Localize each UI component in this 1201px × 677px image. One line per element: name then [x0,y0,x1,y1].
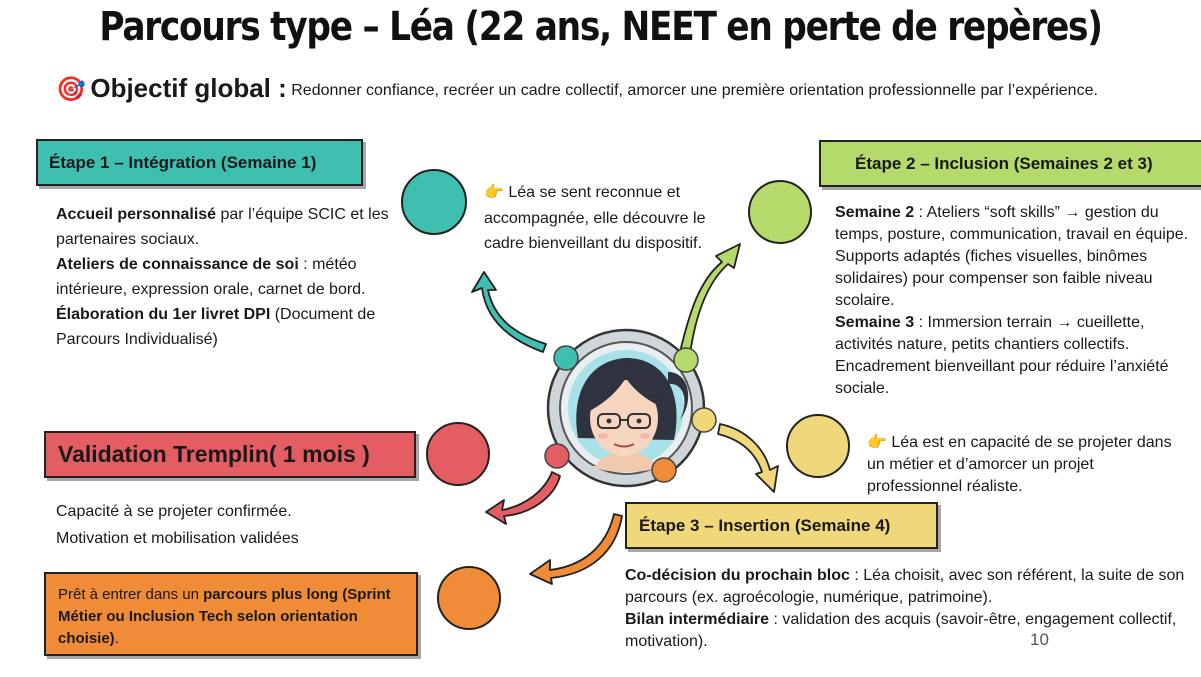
stage3-box [625,502,938,549]
page-number: 10 [1030,630,1049,649]
stage2-framing: Encadrement bienveillant pour réduire l’anxiété sociale. [835,358,1169,397]
stage3-line2-rest: : validation des acquis (savoir-être, engagement collectif, motivation). [625,611,1177,650]
arrow-to-next [530,514,622,584]
next-bold: parcours plus long (Sprint Métier ou Inclusion Tech selon orientation choisie) [58,586,391,647]
stage3-text [625,565,1201,653]
green-circle [749,181,811,243]
stage1-line2-rest: : météo intérieure, expression orale, carnet de bord. [56,256,366,298]
ring-dot-yellow [692,408,716,432]
yellow-circle [787,415,849,477]
teal-circle [402,170,466,234]
ring-dot-red [545,444,569,468]
note2 [867,432,1187,498]
validation-line2: Motivation et mobilisation validées [56,530,299,547]
stage1-line3-bold: Élaboration du 1er livret DPI [56,306,271,323]
stage1-line1-rest: par l’équipe SCIC et les partenaires sociaux. [56,206,389,248]
note1 [484,180,720,257]
stage1-box [36,139,363,186]
stage2-text [835,202,1197,400]
stage1-label: Étape 1 – Intégration (Semaine 1) [49,152,317,172]
stage3-line2-bold: Bilan intermédiaire [625,611,770,628]
objective-text: Redonner confiance, recréer un cadre collectif, amorcer une première orientation professionnelle par l’expérience. [291,82,1098,99]
next-prefix: Prêt à entrer dans un [58,586,204,603]
next-box [44,572,418,656]
page-title: Parcours type – Léa (22 ans, NEET en perte de repères) [99,4,1102,50]
ring-dot-green [674,348,698,372]
validation-label: Validation Tremplin( 1 mois ) [58,441,370,467]
stage2-week3-bold: Semaine 3 [835,314,915,331]
stage2-week2-bold: Semaine 2 [835,204,915,221]
stage3-line1-bold: Co-décision du prochain bloc [625,567,850,584]
next-suffix: . [114,630,119,647]
stage1-line1-bold: Accueil personnalisé [56,206,217,223]
validation-line1: Capacité à se projeter confirmée. [56,503,292,520]
stage2-supports: Supports adaptés (fiches visuelles, binômes solidaires) pour compenser son faible niveau scolaire. [835,248,1153,309]
arrow-to-stage2 [680,244,740,354]
stage2-week2-rest: : Ateliers “soft skills” → gestion du temps, posture, communication, travail en équipe. [835,204,1189,243]
stage2-week3-rest: : Immersion terrain → cueillette, activités nature, petits chantiers collectifs. [835,314,1145,353]
arrow-to-note1 [472,272,546,352]
pointing-hand-icon: 👉 [867,434,887,451]
target-icon: 🎯 [56,76,86,103]
stage3-label: Étape 3 – Insertion (Semaine 4) [639,515,891,535]
objective-label: Objectif global : [90,73,287,103]
stage1-line2-bold: Ateliers de connaissance de soi [56,256,299,273]
note2-text: Léa est en capacité de se projeter dans un métier et d’amorcer un projet professionnel réaliste. [867,434,1172,495]
validation-box [44,431,416,478]
arrow-to-stage3 [718,424,778,492]
pointing-hand-icon: 👉 [484,184,504,201]
orange-circle [438,567,500,629]
red-circle [427,423,489,485]
ring-dot-teal [554,346,578,370]
validation-text [56,498,386,552]
note1-text: Léa se sent reconnue et accompagnée, elle découvre le cadre bienveillant du dispositif. [484,184,706,252]
stage1-text [56,202,406,352]
stage2-box [819,140,1201,187]
stage3-line1-rest: : Léa choisit, avec son référent, la suite de son parcours (ex. agroécologie, numérique, patrimoine). [625,567,1185,606]
arrow-to-validation [486,472,560,524]
ring-dot-orange [652,458,676,482]
stage2-label: Étape 2 – Inclusion (Semaines 2 et 3) [855,153,1153,173]
stage1-line3-rest: (Document de Parcours Individualisé) [56,306,376,348]
